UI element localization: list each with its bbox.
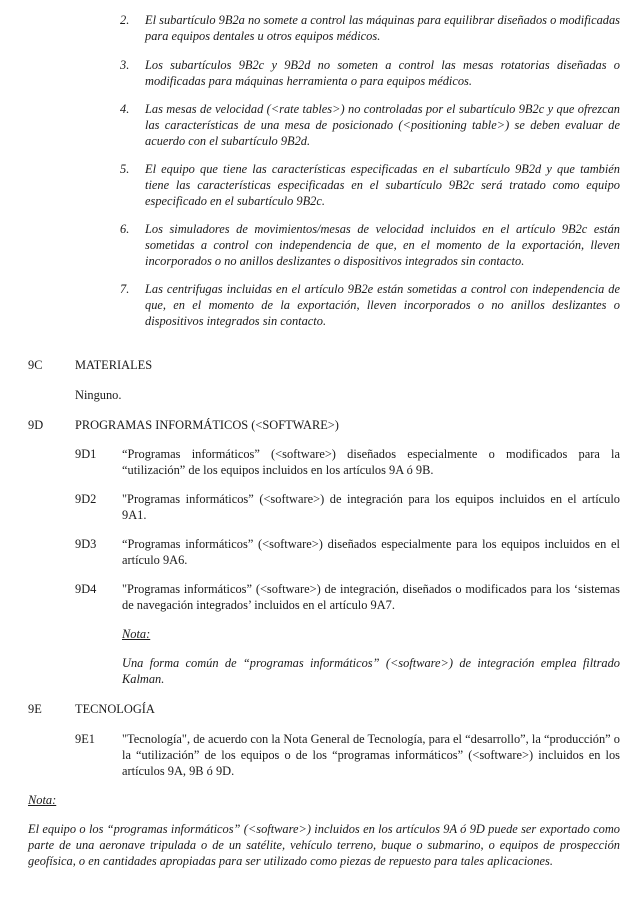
subsection-code: 9E1	[75, 732, 95, 746]
subsection-text: "Programas informáticos” (<software>) de integración para los equipos incluidos en el artículo 9A1.	[122, 492, 620, 522]
note-text: Una forma común de “programas informáticos” (<software>) de integración emplea filtrado Kalman.	[122, 656, 620, 686]
section-code: 9D	[28, 418, 44, 432]
item-text: Las mesas de velocidad (<rate tables>) no controladas por el subartículo 9B2c y que ofrezcan las características de una mesa de posicionado (<positioning table>) se deben evaluar de acuerdo con el subartículo 9B2d.	[145, 102, 620, 148]
note-label: Nota:	[122, 627, 151, 641]
section-title: TECNOLOGÍA	[75, 702, 155, 716]
subsection-text: "Programas informáticos” (<software>) de integración, diseñados o modificados para los ‘sistemas de navegación integrados’ incluidos en el artículo 9A7.	[122, 582, 620, 612]
subsection-code: 9D2	[75, 492, 97, 506]
subsection-code: 9D3	[75, 537, 97, 551]
subsection-text: “Programas informáticos” (<software>) diseñados especialmente o modificados para la “utilización” de los equipos incluidos en los artículos 9A ó 9B.	[122, 447, 620, 477]
item-number: 5.	[120, 162, 130, 176]
subsection-code: 9D1	[75, 447, 97, 461]
section-code: 9E	[28, 702, 42, 716]
final-note-text: El equipo o los “programas informáticos” (<software>) incluidos en los artículos 9A ó 9D puede ser exportado como parte de una aeronave tripulada o de un satélite, vehículo terreno, buque o submarino, o equipos de prospección geofísica, o en cantidades apropiadas para ser utilizado como piezas de repuesto para tales aplicaciones.	[28, 822, 620, 868]
item-text: El equipo que tiene las características especificadas en el subartículo 9B2d y que también tiene las características especificadas en el subartículo 9B2c será tratado como equipo especificado en el subartículo 9B2c.	[145, 162, 620, 208]
item-text: Las centrifugas incluidas en el artículo 9B2e están sometidas a control con independencia de que, en el momento de la exportación, lleven incorporados o no anillos deslizantes o dispositivos integrados sin contacto.	[145, 282, 620, 328]
item-text: Los subartículos 9B2c y 9B2d no someten a control las mesas rotatorias diseñadas o modificadas para máquinas herramienta o para equipos médicos.	[145, 58, 620, 88]
section-title: MATERIALES	[75, 358, 153, 372]
item-number: 6.	[120, 222, 130, 236]
item-number: 4.	[120, 102, 130, 116]
final-note-label: Nota:	[28, 793, 57, 807]
subsection-text: "Tecnología", de acuerdo con la Nota General de Tecnología, para el “desarrollo”, la “producción” o la “utilización” de los equipos o de los “programas informáticos” (<software>) incluidos en los artículos 9A, 9B ó 9D.	[122, 732, 620, 778]
item-text: Los simuladores de movimientos/mesas de velocidad incluidos en el artículo 9B2c están sometidas a control con independencia de que, en el momento de la exportación, lleven incorporados o no anillos deslizantes o dispositivos integrados sin contacto.	[145, 222, 620, 268]
subsection-code: 9D4	[75, 582, 97, 596]
item-text: El subartículo 9B2a no somete a control las máquinas para equilibrar diseñados o modificadas para equipos dentales u otros equipos médicos.	[145, 13, 620, 43]
item-number: 7.	[120, 282, 130, 296]
subsection-text: “Programas informáticos” (<software>) diseñados especialmente para los equipos incluidos en el artículo 9A6.	[122, 537, 620, 567]
section-title: PROGRAMAS INFORMÁTICOS (<SOFTWARE>)	[75, 418, 339, 432]
section-code: 9C	[28, 358, 43, 372]
section-9c-body: Ninguno.	[75, 388, 122, 402]
item-number: 3.	[120, 58, 130, 72]
item-number: 2.	[120, 13, 130, 27]
